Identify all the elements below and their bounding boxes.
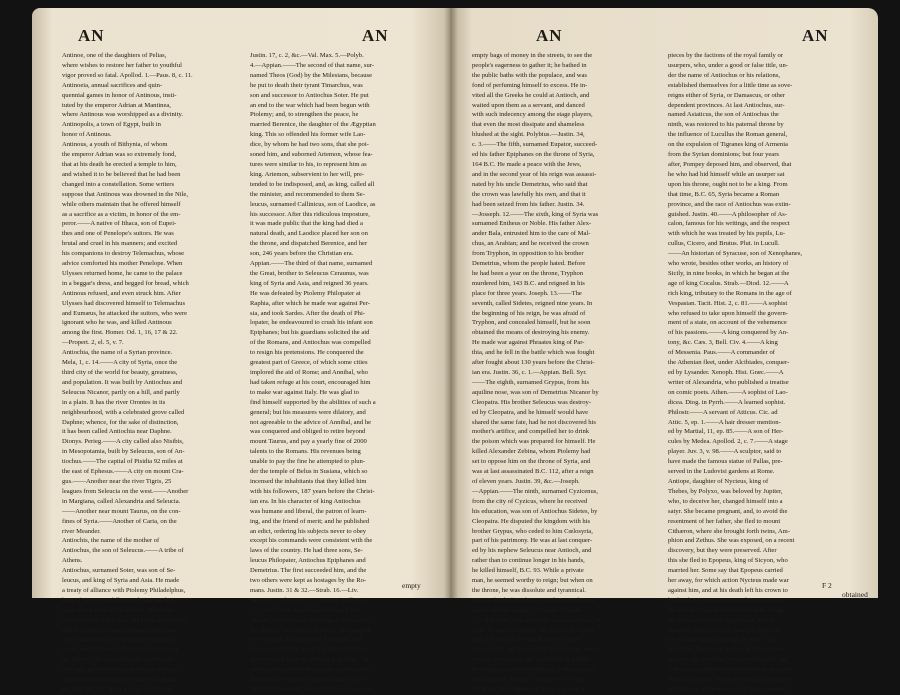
text-line: resentment of her father, she fled to mount (668, 517, 781, 525)
left-header-right: AN (362, 26, 389, 45)
text-line: phion and Zethus. She was exposed, on a recent (668, 537, 795, 545)
text-line: of Messenia. Paus.——A commander of (668, 349, 775, 357)
text-line: his successor. After this ridiculous imposture, (250, 210, 370, 218)
text-line: the poison which was prepared for himself. He (472, 438, 596, 446)
text-line: He was fond of mechanics, and invented some (472, 596, 595, 604)
text-line: Grypus from Syria, and was killed in a battle (472, 656, 591, 664)
text-line: cause he married Selene, the wife of his father (472, 626, 595, 634)
text-line: ——Another near mount Taurus, on the con- (62, 507, 181, 515)
right-header-right: AN (802, 26, 829, 45)
text-line: murdered him, 143 B.C. and reigned in his (472, 279, 585, 287)
text-line: in Margiana, called Alexandria and Seleucia. (62, 497, 181, 505)
text-line: with such indecency among the stage players, (472, 111, 593, 119)
text-line: ease, which none of his father's physicians (62, 606, 174, 614)
text-line: Seleucus Nicanor, partly on a hill, and partly (62, 388, 180, 396)
text-line: seventh, called Sidetes, reigned nine years. In (472, 299, 593, 307)
text-line: on comic poets. Athen.——A sophist of Lao- (668, 388, 788, 396)
text-line: tures were similar to his, to represent him as (250, 160, 367, 168)
text-line: was conquered and obliged to retire beyond (250, 428, 366, 436)
text-line: Antiochus, surnamed Soter, was son of Se- (62, 567, 176, 575)
text-line: he killed himself, B.C. 93. While a private (472, 567, 584, 575)
text-line: the east of Ephesus.——A city on mount Cra- (62, 468, 184, 476)
text-line: vited all the Greeks he could at Antioch, and (472, 91, 590, 99)
text-line: the death of his brother Seleucus, and reigned (250, 626, 371, 634)
text-line: the minister, and recommended to them Se- (250, 190, 365, 198)
text-line: ——The fourth Antiochus, surnamed Epi- (250, 606, 362, 614)
text-line: third city of the world for beauty, greatness, (62, 369, 178, 376)
text-line: named Theos (God) by the Milesians, because (250, 71, 373, 79)
text-line: surnamed Entheus or Noble. His father Alex- (472, 220, 592, 228)
text-line: after fought about 130 years before the Christ- (472, 359, 595, 367)
text-line: as a sacrifice as a victim, in honor of the em- (62, 210, 181, 218)
text-line: mother's artifice, and compelled her to drink (472, 428, 590, 436)
text-line: leagues from Seleucia on the west.——Another (62, 487, 189, 495)
text-line: aquiline nose, was son of Demetrius Nicanor by (472, 388, 599, 396)
text-line: among the first. Homer. Od. 1, 16, 17 & 22. (62, 329, 178, 337)
text-line: brother Grypus, who ceded to him Cœlosyria, (472, 527, 593, 535)
text-line: Philostr.——A servant of Atticus. Cic. ad (668, 408, 778, 416)
text-line: man, he seemed worthy to reign; but when on (472, 577, 593, 585)
text-line: tony, &c. Cæs. 3, Bell. Civ. 4.——A king (668, 339, 778, 347)
text-line: He was defeated by Ptolemy Philopater at (250, 289, 361, 297)
text-line: who wrote, besides other works, an history of (668, 260, 789, 268)
text-line: part of his patrimony. He was at last conquer- (472, 537, 593, 545)
text-line: a treaty of alliance with Ptolemy Philadelphus, (62, 586, 186, 594)
text-line: Sicily, in nine books, in which he began at the (668, 269, 790, 277)
text-line: useful military engines. Appian.—Joseph. (472, 606, 583, 614)
text-line: who, to deceive her, changed himself into a (668, 497, 783, 505)
text-line: tiochus.——The capital of Pisidia 92 miles at (62, 458, 183, 466)
text-line: gus.——Another near the river Tigris, 25 (62, 477, 172, 485)
text-line: player. Juv. 3, v. 98.——A sculptor, said to (668, 448, 782, 456)
text-line: the Galatians. Joseph.—Appian.——After (472, 676, 585, 684)
text-line: he had been a year on the throne, Tryphon (472, 269, 584, 277)
left-header-left: AN (78, 26, 105, 45)
text-line: was humane and liberal, the patron of learn- (250, 507, 367, 515)
text-line: son, 246 years before the Christian era. (250, 250, 354, 258)
text-line: Athens. (62, 557, 83, 565)
text-line: set to oppose him on the throne of Syria, and (472, 458, 591, 466)
text-line: advice comforted his mother Penelope. When (62, 260, 183, 268)
text-line: fined in a prison, where she was daily torment- (668, 676, 792, 684)
text-line: the crown was lawfully his own, and that it (472, 190, 586, 198)
text-line: Ptolemy; and, to strengthen the peace, he (250, 111, 359, 119)
catchword: obtained (842, 590, 868, 599)
text-line: Cleopatra. He disputed the kingdom with his (472, 517, 591, 525)
text-line: soned him, and suborned Artemon, whose fea- (250, 151, 373, 159)
text-line: Demetrius, whom the people hated. Before (472, 260, 586, 268)
text-line: implored the aid of Rome; and Annibal, who (250, 369, 368, 376)
text-line: in a beggar's dress, and begged for bread, which (62, 279, 189, 287)
text-line: honor of Antinous. (62, 131, 112, 139)
text-line: king. Artemon, subservient to her will, pre- (250, 170, 365, 178)
text-line: laws of the country. He had three sons, Se- (250, 547, 363, 555)
text-line: ian era. Justin. 36, c. 1.—Appian. Bell. Syr. (472, 369, 587, 376)
text-line: tended to be indisposed, and, as king, called all (250, 180, 375, 188)
text-line: dicea. Diog. in Pyrrh.——A learned sophist. (668, 398, 786, 406)
text-line: suppose that Antinous was drowned in the Nile, (62, 190, 188, 198)
text-line: Epopeus, and recovered Antiope, whom he (668, 626, 782, 634)
text-line: where Antinous was worshipped as a divinity. (62, 111, 183, 119)
text-line: lopater, he endeavoured to crush his infant son (250, 319, 373, 327)
text-line: ed. Antiope, after many years' imprisonment, (668, 686, 787, 693)
text-line: Vespasian. Tacit. Hist. 2, c. 81.——A sophist (668, 299, 788, 307)
text-line: —Appian.——The ninth, surnamed Cyzicenus, (472, 487, 598, 495)
text-line: age of king Cocalus. Strab.—Diod. 12.——A (668, 279, 789, 287)
text-line: Ulysses returned home, he came to the palace (62, 269, 183, 277)
text-line: ed by Martial, 11, ep. 85.——A son of Her- (668, 428, 784, 436)
text-line: he who had hid himself while an usurper sat (668, 170, 785, 178)
text-line: in a plain. It has the river Orontes in its (62, 398, 166, 406)
text-line: Daphne; whence, for the sake of distinction, (62, 418, 179, 426)
text-line: Antiochis, the name of the mother of (62, 537, 160, 545)
text-line: Thebes, by Polyxo, was beloved by Jupiter, (668, 487, 783, 495)
text-line: vigor proved so fatal. Apollod. 1.—Paus. 8, c. 11. (62, 71, 193, 79)
text-line: satyr. She became pregnant, and, to avoid the (668, 507, 788, 515)
text-line: an end to the war which had been begun with (250, 101, 370, 109)
text-line: his education, was son of Antiochus Sidetes, by (472, 507, 598, 515)
text-line: his death, the kingdom of Syria was torn to (472, 686, 586, 693)
text-line: not agreeable to the advice of Annibal, and he (250, 418, 372, 426)
text-line: the beginning of his reign, he was afraid of (472, 309, 586, 317)
text-line: could cure for some time, till it was discovered (62, 616, 186, 624)
text-line: his brother Lycus, entreating him to continue (668, 596, 787, 604)
text-line: empty bags of money in the streets, to see the (472, 52, 593, 59)
text-line: calon, famous for his writings, and the respect (668, 220, 790, 228)
text-line: der the name of Antiochus or his relations, (668, 71, 781, 79)
page-signature: F 2 (822, 581, 832, 590)
text-line: greatest part of Greece, of which some cities (250, 359, 368, 367)
text-line: rather than to continue longer in his hands, (472, 557, 585, 565)
text-line: where wishes to restore her father to youthful (62, 61, 182, 69)
text-line: and in the second year of his reign was assassi- (472, 170, 597, 178)
text-line: the throne, he was dissolute and tyrannical. (472, 586, 586, 594)
text-line: room, and that love for her was the cause of (62, 646, 178, 654)
text-line: nated by his uncle Demetrius, who said that (472, 180, 588, 188)
text-line: ander Bala, entrusted him to the care of Mal- (472, 230, 591, 238)
text-line: usurpers, who, under a good or false title, un- (668, 61, 788, 69)
text-line: the war and punish the ravisher of his daugh- (668, 606, 788, 614)
text-line: ed by Cleopatra, and he himself would have (472, 408, 589, 416)
text-line: leucus Philopater, Antiochus Epiphanes and (250, 557, 366, 565)
text-line: the public baths with the populace, and was (472, 71, 587, 79)
text-line: fond of perfuming himself to excess. He in- (472, 81, 588, 89)
text-line: this she fled to Epopeus, king of Sicyon, who (668, 557, 788, 565)
text-line: leucus, surnamed Callinicus, son of Laodice, as (250, 200, 376, 208)
text-line: blushed at the sight. Polybius.—Justin. 34, (472, 131, 585, 139)
text-line: 164 B.C. He made a peace with the Jews, (472, 160, 582, 168)
text-line: his companions to destroy Telemachus, whose (62, 250, 185, 258)
text-line: guished. Justin. 40.——A philosopher of As- (668, 210, 788, 218)
text-line: ian era. In his character of king Antiochus (250, 497, 361, 505)
text-line: Cithæron, where she brought forth twins, Am- (668, 527, 790, 535)
text-line: when Stratonice his step-mother entered his (62, 636, 178, 644)
text-line: from the Syrian dominions; but four years (668, 151, 779, 159)
text-line: der the temple of Belus in Susiana, which so (250, 468, 368, 476)
text-line: province, and the race of Antiochus was extin- (668, 200, 791, 208)
catchword-left: empty (402, 581, 421, 590)
text-line: quennial games in honor of Antinous, insti- (62, 91, 177, 99)
text-line: his illness. This was told to the father, who (62, 656, 175, 664)
text-line: the emperor Adrian was so extremely fond, (62, 151, 177, 159)
text-line: and Eumæus, he attacked the suitors, who were (62, 309, 188, 317)
text-line: peror.——A native of Ithaca, son of Eupei- (62, 220, 177, 228)
text-line: place for three years. Joseph. 13.——The (472, 289, 582, 297)
text-line: Antinopolis, a town of Egypt, built in (62, 121, 161, 129)
text-line: king of Egypt. He fell into a lingering dis- (62, 596, 174, 604)
text-line: while others maintain that he offered himself (62, 200, 181, 208)
text-line: he put to death their tyrant Timarchus, was (250, 81, 363, 89)
text-line: ed by his nephew Seleucus near Antioch, and (472, 547, 592, 555)
text-line: He made war against Phraates king of Par- (472, 339, 585, 347)
text-line: brutal and cruel in his manners; and excited (62, 240, 178, 248)
text-line: ——The eighth, surnamed Grypus, from his (472, 378, 590, 386)
text-line: upon his throne, ought not to be a king. From (668, 180, 788, 188)
text-line: of the Romans, and Antiochus was compelled (250, 339, 371, 347)
text-line: to make war against Italy. He was glad to (250, 388, 359, 396)
right-header-left: AN (536, 26, 563, 45)
text-line: from the city of Cyzicus, where he received (472, 497, 588, 505)
text-line: two others were kept as hostages by the Ro- (250, 577, 367, 585)
text-line: on the expulsion of Tigranes king of Armenia (668, 141, 788, 149)
text-line: son and successor to Antiochus Soter. He put (250, 91, 369, 99)
text-line: an edict, ordering his subjects never to obey (250, 527, 367, 535)
text-line: cullus, Cicero, and Brutus. Plut. in Lucull. (668, 240, 780, 248)
text-line: Epimanes, or Furious, and not Epiphanes. He (250, 656, 370, 664)
text-line: Antiochus, the son of Seleucus.——A tribe of (62, 547, 184, 555)
text-line: eleven years. He destroyed Jerusalem, and (250, 636, 362, 644)
text-line: ing, and the friend of merit; and he published (250, 517, 370, 525)
text-line: neighbourhood, with a celebrated grove called (62, 408, 185, 416)
text-line: sia, and took Sardes. After the death of Phi- (250, 309, 365, 317)
text-line: reigns either of Syria, or Damascus, or other (668, 91, 786, 99)
left-column-1 (62, 51, 242, 695)
text-line: childish diversions; he used for his pleasure to (250, 686, 373, 693)
text-line: —Propert. 2, el. 5, v. 7. (62, 339, 124, 347)
text-line: phanes, or Illustrious, was king of Syria, after (250, 616, 371, 624)
text-line: killed Alexander Zebina, whom Ptolemy had (472, 448, 591, 456)
text-line: willingly gave Stratonice to his son, that his (62, 666, 178, 674)
text-line: Epiphanes; but his guardians solicited the aid (250, 329, 370, 337)
text-line: c. 3.——The fifth, surnamed Eupator, succeed- (472, 141, 598, 149)
text-line: He was of a voracious appetite, and fond of (250, 676, 365, 684)
text-line: after, Pompey deposed him, and observed, that (668, 160, 792, 168)
text-line: writer of Alexandria, who published a treatise (668, 378, 789, 386)
text-line: with which he was treated by his pupils, Lu- (668, 230, 786, 238)
text-line: ——An historian of Syracuse, son of Xenophanes, (668, 250, 803, 258)
text-line: He died 291 B.C. after a reign of 19 years. (62, 686, 175, 693)
text-line: against him, and at his death left his crown to (668, 586, 788, 594)
text-line: Appian.——The third of that name, surnamed (250, 260, 373, 268)
text-line: with his followers, 187 years before the Christ- (250, 487, 375, 495)
text-line: Antinoe, one of the daughters of Pelias, (62, 52, 167, 59)
text-line: Dionys. Perieg.——A city called also Nisibis, (62, 438, 184, 446)
text-line: had taken refuge at his court, encouraged him (250, 378, 371, 386)
text-line: ter. Lycus obeyed his injunctions, killed (668, 616, 773, 624)
text-line: it has been called Antiochia near Daphne. (62, 428, 172, 436)
text-line: Raphia, after which he made war against Per- (250, 299, 370, 307)
text-line: Ulysses had discovered himself to Telemachus (62, 299, 186, 307)
text-line: Attic. 5, ep. 1.——A hair dresser mention- (668, 418, 781, 426)
text-line: except his commands were consistent with the (250, 537, 373, 545)
text-line: find himself supported by the abilities of such a (250, 398, 376, 406)
text-line: named Asiaticus, the son of Antiochus the (668, 111, 779, 119)
text-line: Antiope, daughter of Nycteus, king of (668, 477, 769, 485)
text-line: her away, for which action Nycteus made war (668, 577, 789, 585)
text-line: ochus ninth, and he expelled Seleucus the son of (472, 646, 600, 654)
text-line: ment of a state, on account of the vehemence (668, 319, 787, 327)
text-line: chus, an Arabian; and he received the crown (472, 240, 589, 248)
text-line: thes and one of Penelope's suitors. He was (62, 230, 174, 238)
text-line: 4.—Appian.——The second of that name, sur- (250, 61, 375, 69)
left-page (32, 8, 450, 693)
text-line: thia, and he fell in the battle which was fought (472, 349, 595, 357)
text-line: that time, B.C. 65, Syria became a Roman (668, 190, 780, 198)
book-spread (32, 8, 878, 693)
text-line: Tryphon, and concealed himself, but he soon (472, 319, 591, 327)
text-line: and wished it to be believed that he had been (62, 170, 181, 178)
text-line: people's eagerness to gather it; he bathed in (472, 61, 587, 69)
text-line: Antinous, a youth of Bithynia, of whom (62, 141, 168, 149)
text-line: from Tryphon, in opposition to his brother (472, 250, 584, 258)
text-line: Mela, 1, c. 14.——A city of Syria, once the (62, 359, 178, 367)
text-line: unable to pay the fine he attempted to plun- (250, 458, 365, 466)
text-line: discovery, but they were preserved. After (668, 547, 777, 555)
text-line: was at last assassinated B.C. 112, after a reign (472, 468, 594, 476)
text-line: it was made public that the king had died a (250, 220, 363, 228)
left-column-2 (250, 51, 432, 695)
text-line: dependent provinces. At last Antiochus, sur- (668, 101, 785, 109)
text-line: mans. Justin. 31 & 32.—Strab. 16.—Liv. (250, 586, 359, 594)
text-line: that his pulse was more irregular than usual (62, 626, 177, 634)
text-line: attempted to plunder Persepolis without effect. (250, 666, 374, 674)
right-column-2 (668, 51, 858, 695)
text-line: changed into a constellation. Some writers (62, 180, 175, 188)
text-line: Antinoeia, annual sacrifices and quin- (62, 81, 163, 89)
text-line: fines of Syria.——Another of Caria, on the (62, 517, 177, 525)
text-line: tuted by the emperor Adrian at Mantinea, (62, 101, 171, 109)
text-line: leucus, and king of Syria and Asia. He made (62, 577, 180, 585)
text-line: dice, by whom he had two sons, that she poi- (250, 141, 369, 149)
text-line: married her. Some say that Epopeus carried (668, 567, 783, 575)
text-line: he fought against the Parthians, in the cause of (472, 666, 595, 674)
text-line: the throne, and dispatched Berenice, and her (250, 240, 368, 248)
text-line: loved, and married, though his niece. His (668, 636, 777, 644)
text-line: pieces by the factions of the royal family or (668, 52, 783, 59)
text-line: ninth, was restored to his paternal throne by (668, 121, 784, 129)
text-line: served in the Ludovisi gardens at Rome. (668, 468, 775, 476)
text-line: general; but his measures were dilatory, and (250, 408, 366, 416)
text-line: shared the same fate, had he not discovered his (472, 418, 596, 426)
text-line: natural death, and Laodice placed her son on (250, 230, 368, 238)
right-column-1 (472, 51, 658, 695)
text-line: 34, c. 59.—Flor. 2, c. 1.—Appian. Bell. Syr. (250, 596, 367, 604)
text-line: married Berenice, the daughter of the Ægyptian (250, 121, 376, 129)
text-line: Cleopatra. His brother Seleucus was destroy- (472, 398, 592, 406)
text-line: the Great, brother to Seleucus Ceraunus, was (250, 269, 369, 277)
text-line: of his passions.——A king conquered by An- (668, 329, 789, 337)
text-line: Demetrius. The first succeeded him, and the (250, 567, 367, 575)
text-line: that even the most dissipate and shameless (472, 121, 585, 129)
text-line: waited upon them as a servant, and danced (472, 101, 585, 109)
text-line: and population. It was built by Antiochus and (62, 378, 183, 386)
text-line: talents to the Romans. His revenues being (250, 448, 361, 456)
text-line: Antiochia, the name of a Syrian province. (62, 349, 173, 357)
text-line: rich king, tributary to the Romans in the age of (668, 289, 792, 297)
text-line: cules by Medea. Apollod. 2, c. 7.——A stage (668, 438, 788, 446)
text-line: river Meander. (62, 527, 101, 535)
right-page (450, 8, 878, 693)
text-line: Justin. 17, c. 2, &c.—Val. Max. 5.—Polyb. (250, 52, 364, 59)
text-line: king. This so offended his former wife Lao- (250, 131, 366, 139)
text-line: ——The tenth, was ironically surnamed Pius, be- (472, 616, 603, 624)
text-line: Antinous refused, and even struck him. After (62, 289, 181, 297)
text-line: mount Taurus, and pay a yearly fine of 2000 (250, 438, 367, 446)
text-line: established themselves for a little time as sove- (668, 81, 793, 89)
text-line: king of Syria and Asia, and reigned 36 years. (250, 279, 369, 287)
text-line: Antiope was delivered into her hands, and con- (668, 666, 793, 674)
text-line: was so cruel to the Jews, that they called him (250, 646, 370, 654)
text-line: that at his death he erected a temple to him, (62, 160, 177, 168)
text-line: incensed the inhabitants that they killed him (250, 477, 367, 485)
book-gutter (444, 8, 458, 598)
text-line: ignorant who he was, and killed Antinous (62, 319, 172, 327)
text-line: nection; she prevailed upon her husband, and (668, 656, 788, 664)
text-line: had been seized from his father. Justin. 34. (472, 200, 585, 208)
text-line: the influence of Lucullus the Roman general, (668, 131, 788, 139)
text-line: first wife, Dirce, was jealous of his new con- (668, 646, 787, 654)
text-line: immoderate love might not cause his death. (62, 676, 177, 684)
text-line: the Athenian fleet, under Alcibiades, conquer- (668, 359, 790, 367)
text-line: and of his uncle. He was the son of Anti- (472, 636, 580, 644)
text-line: in Mesopotamia, built by Seleucus, son of An- (62, 448, 185, 456)
text-line: ed his father Epiphanes on the throne of Syria, (472, 151, 595, 159)
text-line: obtained the means of destroying his enemy. (472, 329, 590, 337)
text-line: to resign his pretensions. He conquered the (250, 349, 364, 357)
text-line: who refused to take upon himself the govern- (668, 309, 788, 317)
text-line: have made the famous statue of Pallas, pre- (668, 458, 783, 466)
text-line: ed by Lysander. Xenoph. Hist. Græc.——A (668, 369, 784, 376)
text-line: —Josseph. 12.——The sixth, king of Syria was (472, 210, 599, 218)
text-line: of eleven years. Justin. 39, &c.—Joseph. (472, 477, 580, 485)
